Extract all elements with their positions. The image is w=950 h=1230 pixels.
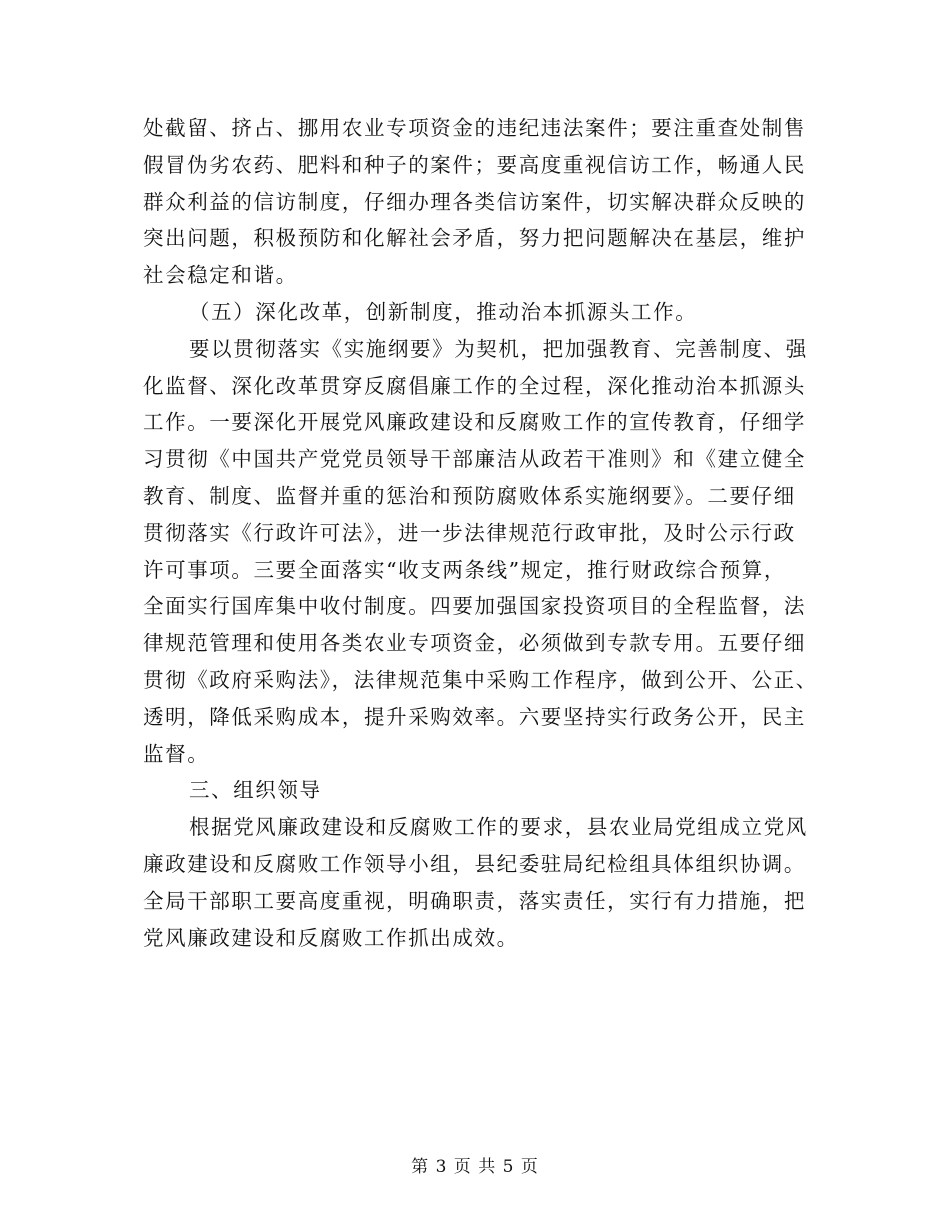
text-line: 许可事项。三要全面落实“收支两条线”规定，推行财政综合预算， <box>143 557 786 582</box>
text-line: 根据党风廉政建设和反腐败工作的要求，县农业局党组成立党风 <box>189 815 808 840</box>
text-line: 群众利益的信访制度，仔细办理各类信访案件，切实解决群众反映的 <box>143 189 806 214</box>
text-line: 全局干部职工要高度重视，明确职责，落实责任，实行有力措施，把 <box>143 888 806 913</box>
text-line: 教育、制度、监督并重的惩治和预防腐败体系实施纲要》。二要仔细 <box>143 483 796 508</box>
section-heading: 三、组织领导 <box>189 778 322 803</box>
text-line: 贯彻落实《行政许可法》，进一步法律规范行政审批，及时公示行政 <box>143 520 796 545</box>
text-line: 廉政建设和反腐败工作领导小组，县纪委驻局纪检组具体组织协调。 <box>143 851 806 876</box>
document-body <box>143 110 818 956</box>
page-number: 第 3 页 共 5 页 <box>411 1157 539 1177</box>
text-line: 透明，降低采购成本，提升采购效率。六要坚持实行政务公开，民主 <box>143 704 806 729</box>
text-line: 党风廉政建设和反腐败工作抓出成效。 <box>143 925 519 950</box>
text-line: 处截留、挤占、挪用农业专项资金的违纪违法案件；要注重查处制售 <box>143 116 806 140</box>
text-line: 社会稳定和谐。 <box>143 263 298 288</box>
text-line: 监督。 <box>143 741 210 766</box>
text-line: 习贯彻《中国共产党党员领导干部廉洁从政若干准则》和《建立健全 <box>143 447 806 472</box>
text-line: 要以贯彻落实《实施纲要》为契机，把加强教育、完善制度、强 <box>189 336 808 361</box>
text-line: 假冒伪劣农药、肥料和种子的案件；要高度重视信访工作，畅通人民 <box>143 152 806 177</box>
section-heading: （五）深化改革，创新制度，推动治本抓源头工作。 <box>189 299 698 324</box>
text-line: 化监督、深化改革贯穿反腐倡廉工作的全过程，深化推动治本抓源头 <box>143 373 806 398</box>
text-line: 突出问题，积极预防和化解社会矛盾，努力把问题解决在基层，维护 <box>143 226 806 251</box>
text-line: 贯彻《政府采购法》，法律规范集中采购工作程序，做到公开、公正、 <box>143 667 818 692</box>
text-line: 工作。一要深化开展党风廉政建设和反腐败工作的宣传教育，仔细学 <box>143 410 806 435</box>
text-line: 全面实行国库集中收付制度。四要加强国家投资项目的全程监督，法 <box>143 594 806 619</box>
text-line: 律规范管理和使用各类农业专项资金，必须做到专款专用。五要仔细 <box>143 631 806 656</box>
